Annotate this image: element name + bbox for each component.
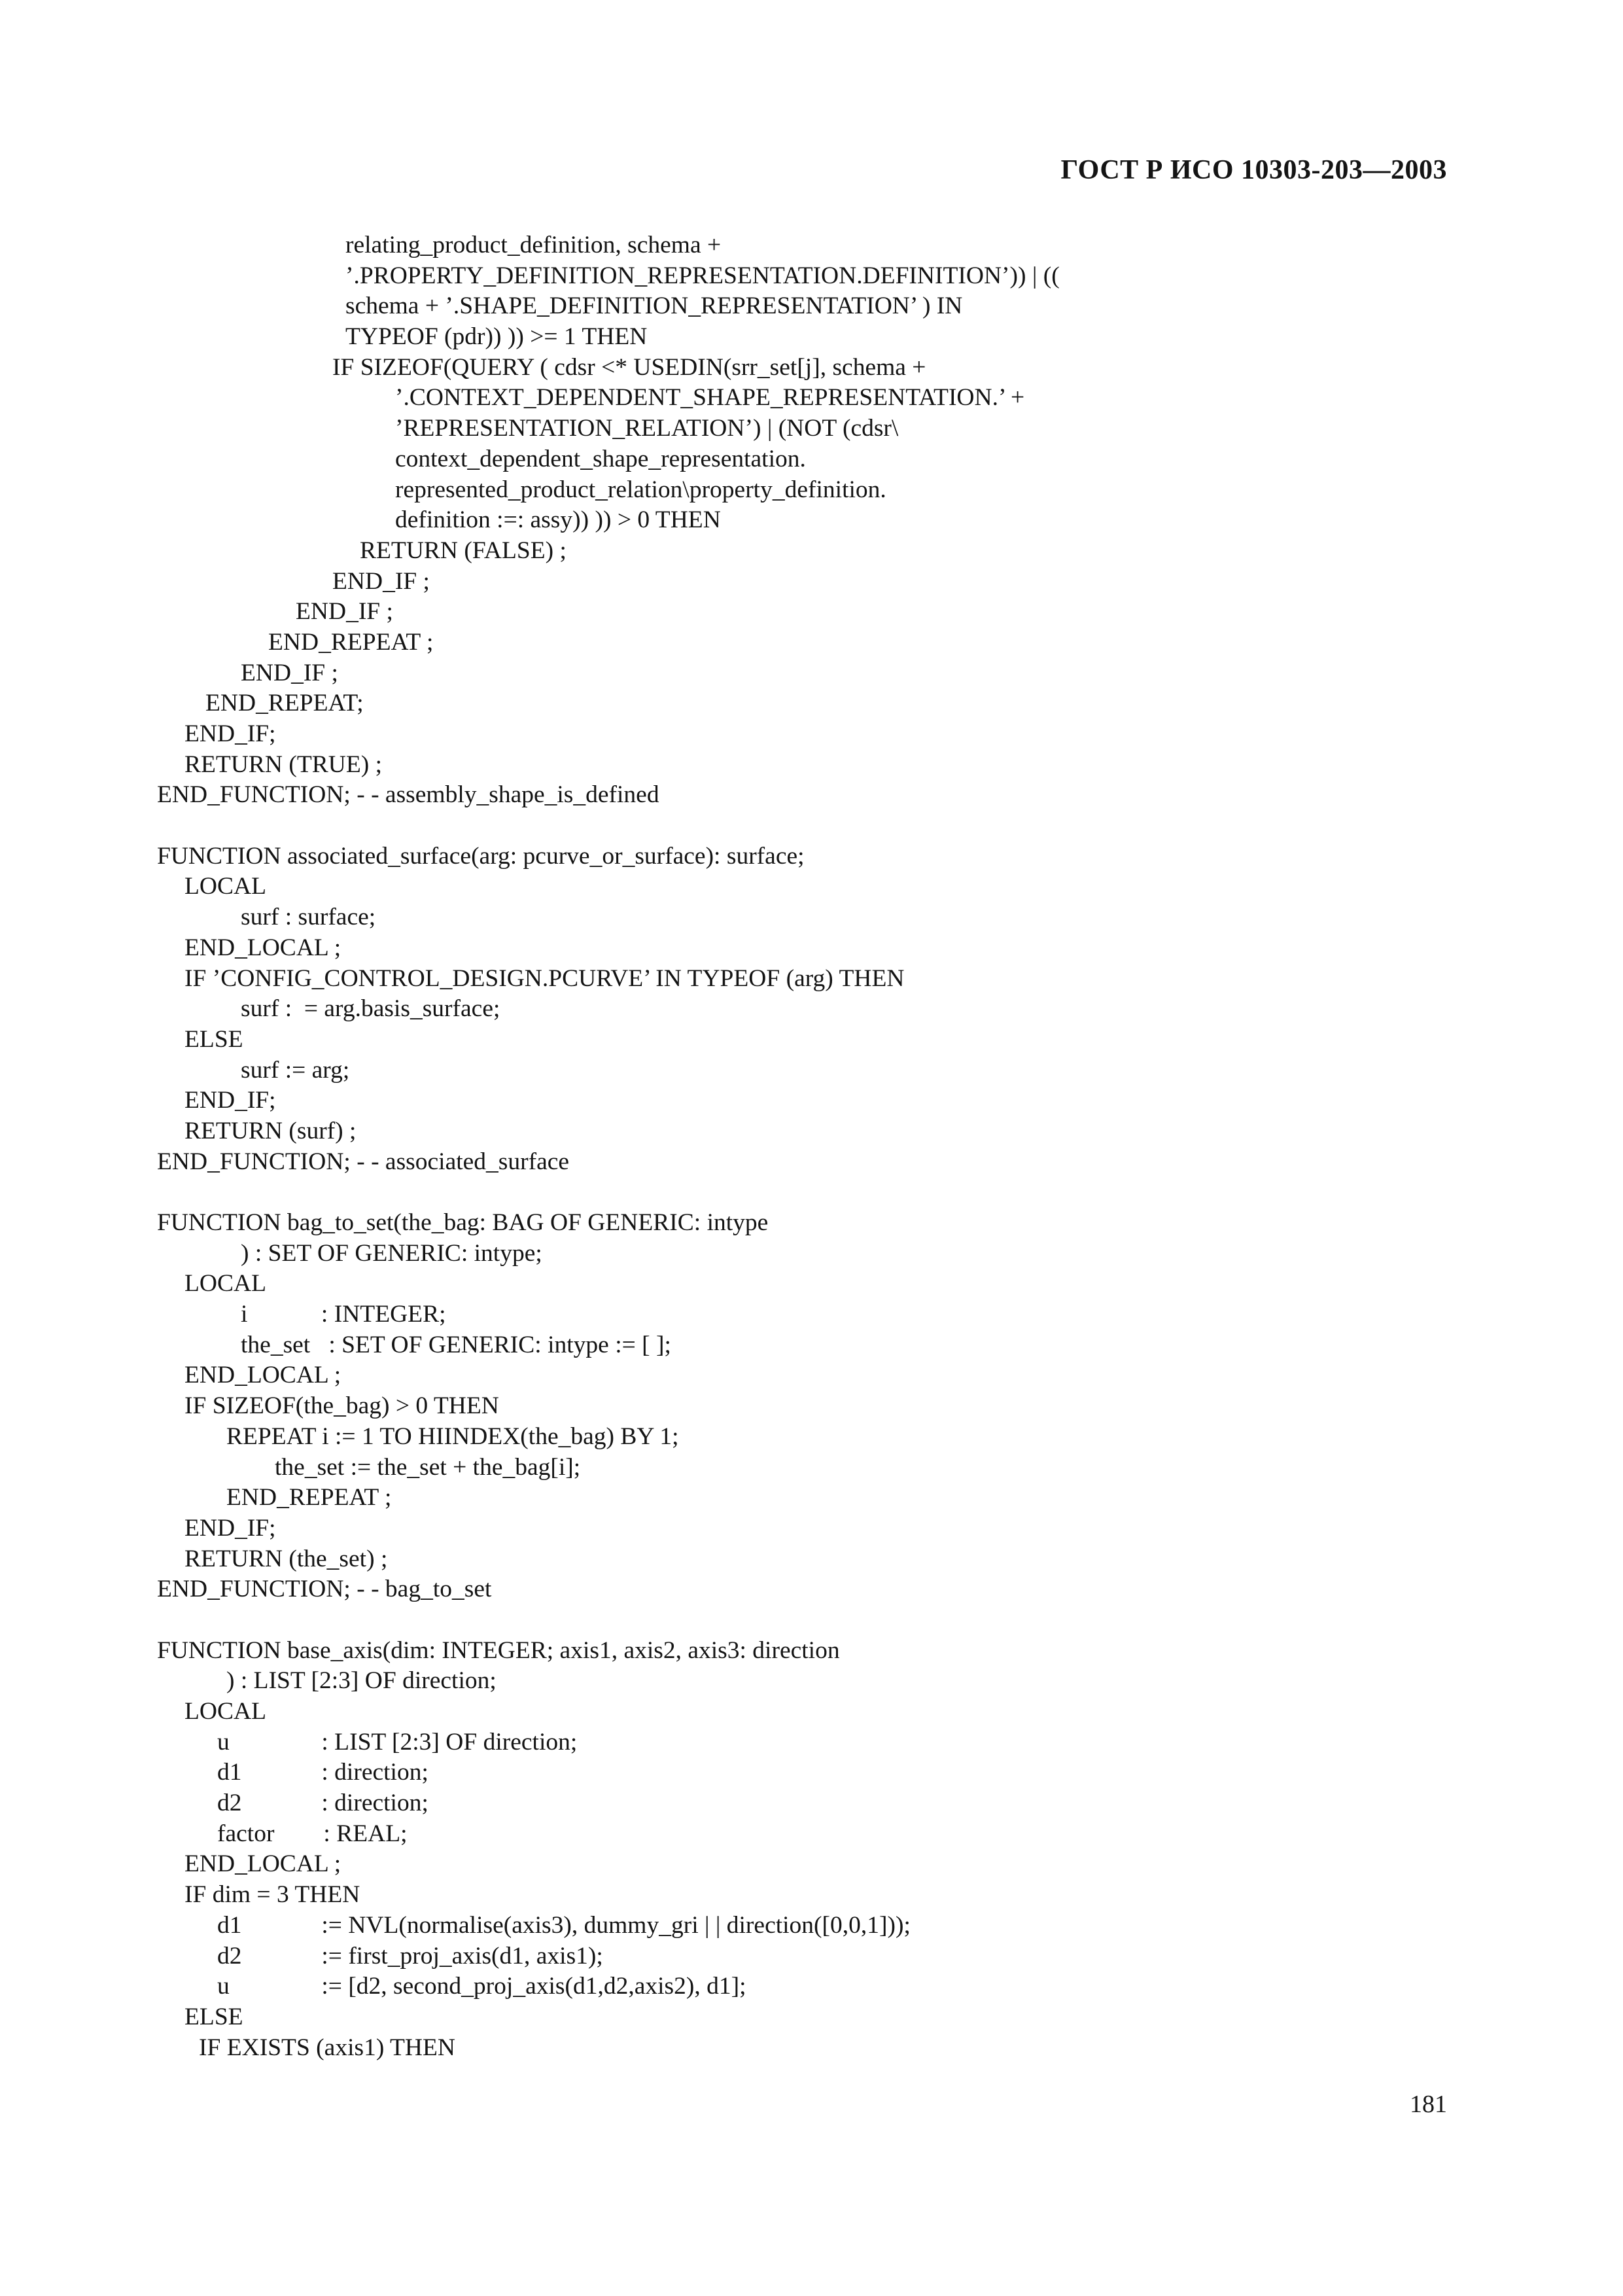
code-line: i : INTEGER; [241, 1301, 446, 1328]
code-line: ELSE [184, 2003, 243, 2030]
code-line: RETURN (TRUE) ; [184, 751, 383, 778]
standard-header: ГОСТ Р ИСО 10303-203—2003 [1060, 155, 1447, 185]
code-line: FUNCTION base_axis(dim: INTEGER; axis1, axis2, axis3: direction [157, 1636, 840, 1664]
code-line: IF SIZEOF(the_bag) > 0 THEN [184, 1392, 499, 1420]
code-line: END_IF; [184, 720, 276, 747]
code-line: FUNCTION bag_to_set(the_bag: BAG OF GENERIC: intype [157, 1209, 769, 1236]
code-line: definition :=: assy)) )) > 0 THEN [395, 506, 721, 534]
code-line: d2 := first_proj_axis(d1, axis1); [217, 1942, 603, 1969]
code-line [157, 811, 1492, 841]
code-line: ’.CONTEXT_DEPENDENT_SHAPE_REPRESENTATION.’ + [395, 384, 1025, 412]
code-line: END_FUNCTION; - - assembly_shape_is_defined [157, 781, 659, 809]
code-line: the_set : SET OF GENERIC: intype := [ ]; [241, 1331, 671, 1358]
code-line: TYPEOF (pdr)) )) >= 1 THEN [345, 323, 648, 351]
code-line: IF EXISTS (axis1) THEN [199, 2034, 455, 2061]
code-line: RETURN (FALSE) ; [360, 537, 567, 564]
code-line: RETURN (the_set) ; [184, 1545, 388, 1572]
code-line: ’REPRESENTATION_RELATION’) | (NOT (cdsr\ [395, 415, 899, 442]
code-line: RETURN (surf) ; [184, 1117, 357, 1144]
code-line: END_IF; [184, 1087, 276, 1114]
code-line: ELSE [184, 1025, 243, 1053]
code-line: END_LOCAL ; [184, 934, 341, 961]
code-line: IF SIZEOF(QUERY ( cdsr <* USEDIN(srr_set[j], schema + [332, 353, 926, 381]
express-code-listing [157, 230, 1492, 2063]
code-line: the_set := the_set + the_bag[i]; [275, 1453, 581, 1481]
code-line: END_FUNCTION; - - bag_to_set [157, 1576, 492, 1603]
code-line: LOCAL [184, 1270, 266, 1298]
code-line: u : LIST [2:3] OF direction; [217, 1728, 578, 1756]
code-line: END_REPEAT ; [226, 1484, 392, 1511]
code-line: END_IF ; [296, 598, 393, 626]
code-line: d1 : direction; [217, 1759, 428, 1786]
code-line: END_REPEAT; [205, 690, 364, 717]
code-line: d1 := NVL(normalise(axis3), dummy_gri | | direction([0,0,1])); [217, 1911, 911, 1939]
code-line: relating_product_definition, schema + [345, 232, 722, 258]
code-line: FUNCTION associated_surface(arg: pcurve_or_surface): surface; [157, 842, 805, 870]
code-line: ) : LIST [2:3] OF direction; [226, 1667, 497, 1695]
code-line: factor : REAL; [217, 1820, 408, 1847]
code-line: ’.PROPERTY_DEFINITION_REPRESENTATION.DEFINITION’)) | (( [345, 262, 1060, 289]
code-line: d2 : direction; [217, 1790, 428, 1817]
page-number: 181 [1410, 2091, 1447, 2118]
code-line: schema + ’.SHAPE_DEFINITION_REPRESENTATION’ ) IN [345, 292, 963, 320]
code-line: END_LOCAL ; [184, 1362, 341, 1389]
code-line: END_REPEAT ; [268, 628, 434, 656]
code-line: REPEAT i := 1 TO HIINDEX(the_bag) BY 1; [226, 1422, 679, 1450]
code-line: ) : SET OF GENERIC: intype; [241, 1239, 542, 1267]
code-line: surf : = arg.basis_surface; [241, 995, 500, 1023]
code-line: surf := arg; [241, 1056, 350, 1084]
code-line: END_FUNCTION; - - associated_surface [157, 1148, 570, 1175]
code-line: END_IF; [184, 1514, 276, 1542]
code-line: context_dependent_shape_representation. [395, 445, 806, 472]
code-line: END_IF ; [241, 659, 338, 686]
code-line [157, 1605, 1492, 1636]
code-line [157, 1177, 1492, 1208]
code-line: u := [d2, second_proj_axis(d1,d2,axis2), d1]; [217, 1973, 746, 2000]
code-line: END_LOCAL ; [184, 1850, 341, 1878]
code-line: END_IF ; [332, 567, 430, 595]
code-line: IF ’CONFIG_CONTROL_DESIGN.PCURVE’ IN TYPEOF (arg) THEN [184, 964, 905, 992]
code-line: LOCAL [184, 873, 266, 900]
code-line: surf : surface; [241, 904, 376, 931]
code-line: LOCAL [184, 1698, 266, 1725]
code-line: IF dim = 3 THEN [184, 1881, 360, 1909]
code-line: represented_product_relation\property_definition. [395, 476, 886, 503]
